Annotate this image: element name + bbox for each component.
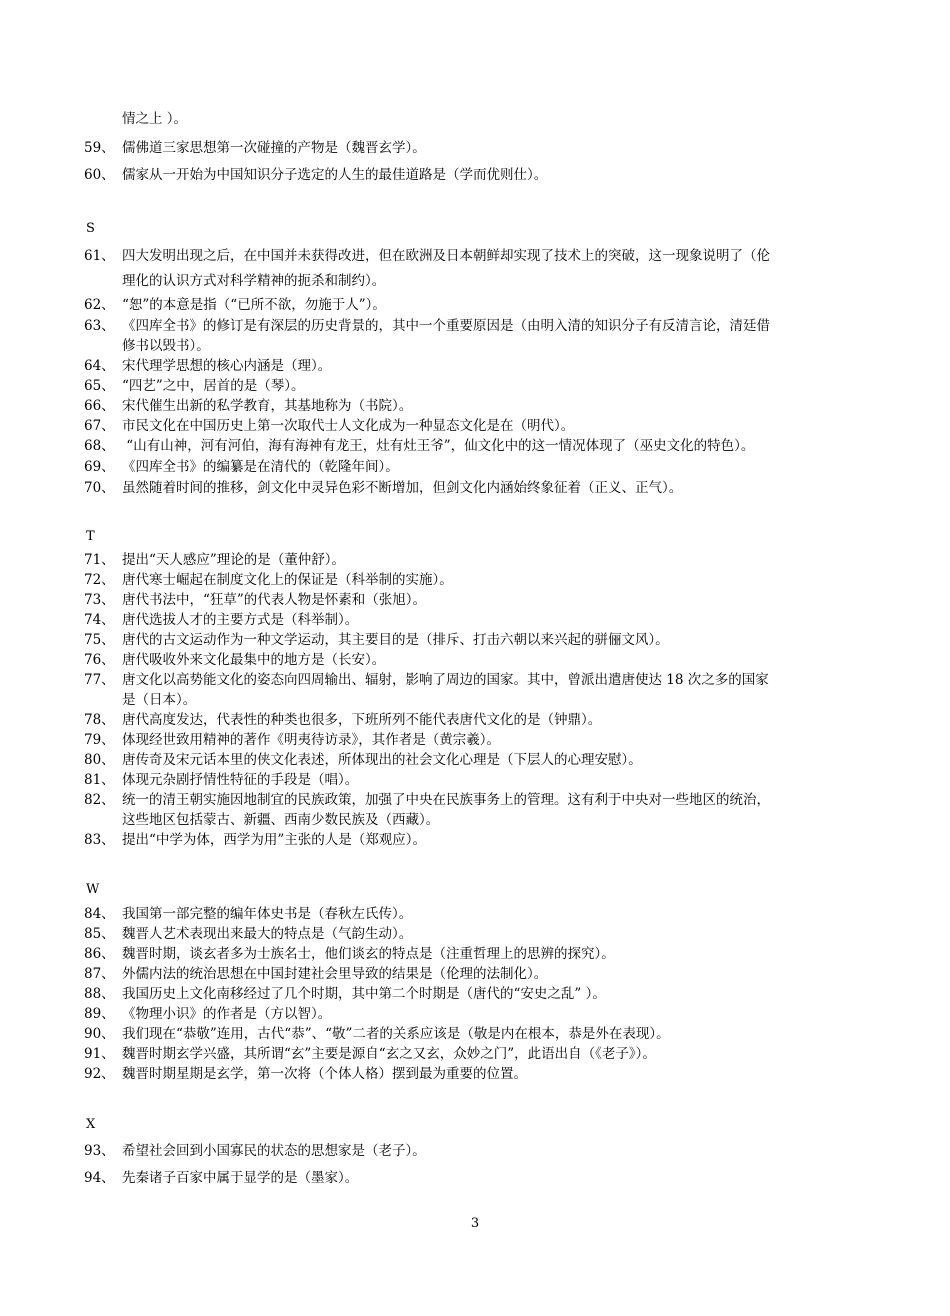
question-text: 唐代寒士崛起在制度文化上的保证是（科举制的实施）。 (122, 572, 453, 588)
question-81 (84, 769, 884, 791)
question-text: 宋代理学思想的核心内涵是（理）。 (122, 358, 332, 374)
question-text: 虽然随着时间的推移，剑文化中灵异色彩不断增加，但剑文化内涵始终象征着（正义、正气）。 (122, 480, 683, 496)
question-84 (84, 903, 884, 925)
section-heading-t: T (86, 529, 95, 544)
question-number: 93、 (84, 1143, 115, 1159)
question-number: 81、 (84, 772, 115, 788)
question-77-continuation: 是（日本）。 (122, 692, 197, 708)
question-93 (84, 1140, 884, 1162)
question-text: 提出“天人感应”理论的是（董仲舒）。 (122, 552, 346, 568)
question-number: 92、 (84, 1066, 115, 1082)
question-number: 73、 (84, 592, 115, 608)
question-text: 魏晋人艺术表现出来最大的特点是（气韵生动）。 (122, 926, 413, 942)
question-text: 魏晋时期玄学兴盛，其所谓“玄”主要是源自“玄之又玄，众妙之门”，此语出自（《老子》）。 (122, 1046, 656, 1062)
question-text: 我们现在“恭敬”连用，古代“恭”、“敬”二者的关系应该是（敬是内在根本，恭是外在表现）。 (122, 1026, 670, 1042)
question-82 (84, 789, 884, 811)
question-73 (84, 589, 884, 611)
question-number: 90、 (84, 1026, 115, 1042)
question-number: 72、 (84, 572, 115, 588)
question-number: 88、 (84, 986, 115, 1002)
question-87 (84, 963, 884, 985)
question-70 (84, 477, 884, 499)
question-text: 体现元杂剧抒情性特征的手段是（唱）。 (122, 772, 359, 788)
question-number: 76、 (84, 652, 115, 668)
section-heading-x: X (86, 1117, 96, 1132)
question-number: 78、 (84, 712, 115, 728)
question-64 (84, 355, 884, 377)
question-69 (84, 456, 884, 478)
question-text: 魏晋时期星期是玄学，第一次将（个体人格）摆到最为重要的位置。 (122, 1066, 527, 1082)
question-number: 71、 (84, 552, 115, 568)
question-text: 唐代选拔人才的主要方式是（科举制）。 (122, 612, 359, 628)
question-text: 《物理小识》的作者是（方以智）。 (122, 1006, 332, 1022)
page-number: 3 (470, 1216, 480, 1231)
question-number: 89、 (84, 1006, 115, 1022)
question-number: 94、 (84, 1170, 115, 1186)
question-74 (84, 609, 884, 631)
question-86 (84, 943, 884, 965)
question-80 (84, 749, 884, 771)
question-number: 67、 (84, 418, 115, 434)
question-83 (84, 829, 884, 851)
question-text: 唐文化以高势能文化的姿态向四周输出、辐射，影响了周边的国家。其中，曾派出遣唐使达 18 次之多的国家 (122, 672, 769, 688)
question-text: 唐传奇及宋元话本里的侠文化表述，所体现出的社会文化心理是（下层人的心理安慰）。 (122, 752, 642, 768)
question-61-continuation: 理化的认识方式对科学精神的扼杀和制约）。 (122, 273, 386, 289)
question-number: 64、 (84, 358, 115, 374)
question-text: “四艺”之中，居首的是（琴）。 (122, 378, 305, 394)
question-number: 63、 (84, 318, 115, 334)
question-63 (84, 315, 884, 337)
question-85 (84, 923, 884, 945)
question-number: 84、 (84, 906, 115, 922)
question-number: 79、 (84, 732, 115, 748)
continuation-line: 情之上 ）。 (122, 111, 188, 127)
question-number: 75、 (84, 632, 115, 648)
question-text: 先秦诸子百家中属于显学的是（墨家）。 (122, 1170, 359, 1186)
question-number: 82、 (84, 792, 115, 808)
question-text: 四大发明出现之后，在中国并未获得改进，但在欧洲及日本朝鲜却实现了技术上的突破，这一现象说明了（伦 (122, 248, 770, 264)
question-text: 统一的清王朝实施因地制宜的民族政策，加强了中央在民族事务上的管理。这有利于中央对一些地区的统治， (122, 792, 770, 808)
question-text: 儒家从一开始为中国知识分子选定的人生的最佳道路是（学而优则仕）。 (122, 167, 548, 183)
question-text: 希望社会回到小国寡民的状态的思想家是（老子）。 (122, 1143, 426, 1159)
question-61 (84, 245, 884, 267)
question-text: 我国第一部完整的编年体史书是（春秋左氏传）。 (122, 906, 413, 922)
question-68 (84, 435, 884, 457)
question-text: 提出“中学为体，西学为用”主张的人是（郑观应）。 (122, 832, 427, 848)
question-number: 91、 (84, 1046, 115, 1062)
question-text: 外儒内法的统治思想在中国封建社会里导致的结果是（伦理的法制化）。 (122, 966, 548, 982)
question-text: 市民文化在中国历史上第一次取代士人文化成为一种显态文化是在（明代）。 (122, 418, 575, 434)
question-text: 唐代的古文运动作为一种文学运动，其主要目的是（排斥、打击六朝以来兴起的骈俪文风）。 (122, 632, 669, 648)
question-number: 59、 (84, 140, 115, 156)
question-number: 68、 (84, 438, 115, 454)
question-82-continuation: 这些地区包括蒙古、新疆、西南少数民族及（西藏）。 (122, 812, 440, 828)
question-number: 69、 (84, 459, 115, 475)
question-62 (84, 294, 884, 316)
question-65 (84, 375, 884, 397)
question-75 (84, 629, 884, 651)
question-67 (84, 415, 884, 437)
question-text: “山有山神，河有河伯，海有海神有龙王，灶有灶王爷”，仙文化中的这一情况体现了（巫史文化的特色）。 (122, 438, 755, 454)
question-90 (84, 1023, 884, 1045)
question-text: “恕”的本意是指（“已所不欲，勿施于人”）。 (122, 297, 386, 313)
question-number: 83、 (84, 832, 115, 848)
question-text: 《四库全书》的修订是有深层的历史背景的，其中一个重要原因是（由明入清的知识分子有反清言论，清廷借 (122, 318, 770, 334)
question-77 (84, 669, 884, 691)
question-66 (84, 395, 884, 417)
question-63-continuation: 修书以毁书）。 (122, 338, 210, 354)
question-71 (84, 549, 884, 571)
question-91 (84, 1043, 884, 1065)
question-number: 86、 (84, 946, 115, 962)
question-text: 体现经世致用精神的著作《明夷待访录》，其作者是（黄宗羲）。 (122, 732, 500, 748)
question-number: 70、 (84, 480, 115, 496)
question-60 (84, 164, 884, 186)
question-number: 77、 (84, 672, 115, 688)
question-number: 66、 (84, 398, 115, 414)
question-72 (84, 569, 884, 591)
question-text: 唐代吸收外来文化最集中的地方是（长安）。 (122, 652, 386, 668)
question-number: 87、 (84, 966, 115, 982)
question-number: 62、 (84, 297, 115, 313)
question-text: 唐代书法中，“狂草”的代表人物是怀素和（张旭）。 (122, 592, 427, 608)
question-59 (84, 137, 884, 159)
question-89 (84, 1003, 884, 1025)
question-number: 65、 (84, 378, 115, 394)
section-heading-w: W (86, 882, 100, 897)
question-text: 宋代催生出新的私学教育，其基地称为（书院）。 (122, 398, 413, 414)
question-text: 儒佛道三家思想第一次碰撞的产物是（魏晋玄学）。 (122, 140, 426, 156)
question-88 (84, 983, 884, 1005)
question-text: 魏晋时期，谈玄者多为士族名士，他们谈玄的特点是（注重哲理上的思辨的探究）。 (122, 946, 615, 962)
question-76 (84, 649, 884, 671)
section-heading-s: S (86, 221, 95, 236)
question-92 (84, 1063, 884, 1085)
question-text: 唐代高度发达，代表性的种类也很多，下班所列不能代表唐代文化的是（钟鼎）。 (122, 712, 602, 728)
question-number: 61、 (84, 248, 115, 264)
question-number: 60、 (84, 167, 115, 183)
question-number: 85、 (84, 926, 115, 942)
question-79 (84, 729, 884, 751)
question-number: 74、 (84, 612, 115, 628)
question-78 (84, 709, 884, 731)
question-text: 我国历史上文化南移经过了几个时期，其中第二个时期是（唐代的“安史之乱” ）。 (122, 986, 606, 1002)
question-number: 80、 (84, 752, 115, 768)
question-94 (84, 1167, 884, 1189)
question-text: 《四库全书》的编纂是在清代的（乾隆年间）。 (122, 459, 399, 475)
